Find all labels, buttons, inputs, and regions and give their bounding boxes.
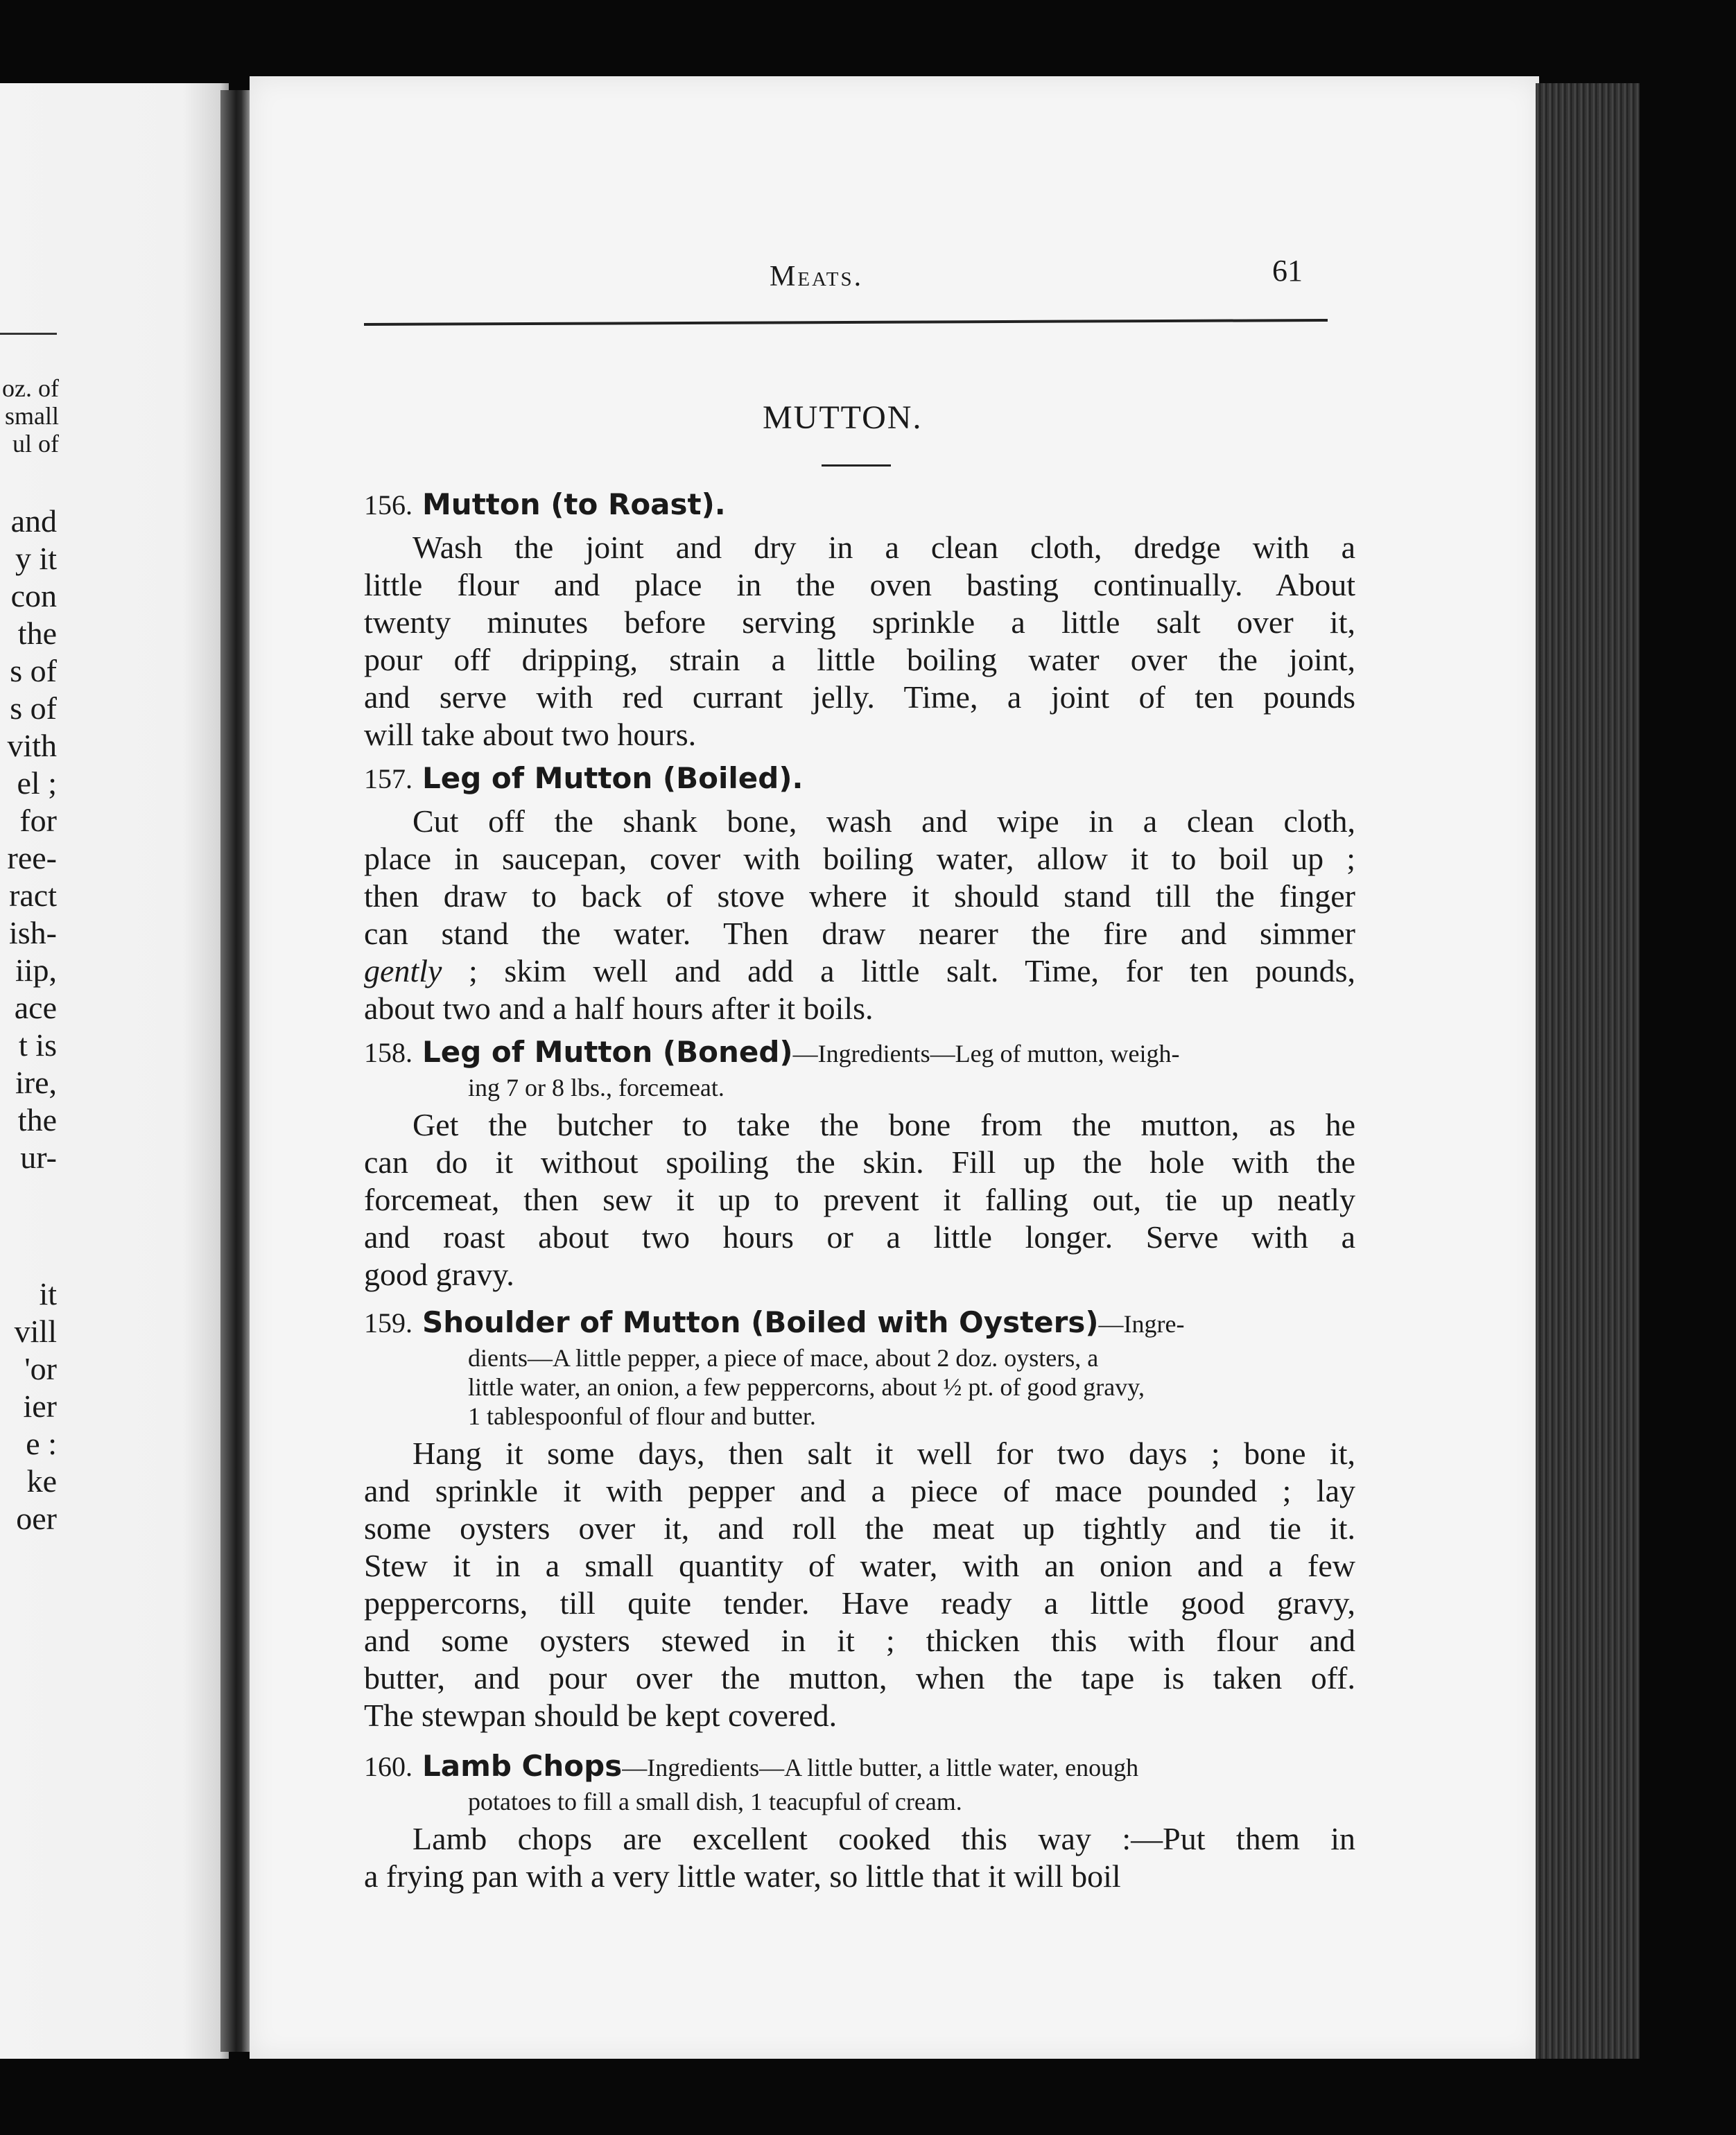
body-line: and some oysters stewed in it ; thicken this with flour and [364, 1623, 1355, 1658]
fragment-line: ish- [9, 915, 57, 950]
recipe-157 [364, 759, 1355, 1027]
recipe-heading [364, 485, 1355, 525]
page-number: 61 [1272, 254, 1303, 288]
ingredients-inline: —Ingredients—A little butter, a little water, enough [622, 1754, 1139, 1781]
recipe-heading [364, 1303, 1355, 1343]
fragment-line: oer [16, 1501, 57, 1536]
recipe-body [364, 1106, 1355, 1293]
fragment-line: ract [9, 878, 57, 913]
fragment-line: s of [10, 690, 57, 726]
body-line: can do it without spoiling the skin. Fill up the hole with the [364, 1144, 1355, 1180]
fragment-line: 'or [24, 1351, 57, 1386]
ingredients-continued: dients—A little pepper, a piece of mace, about 2 doz. oysters, a [468, 1344, 1099, 1372]
ingredients-continued: potatoes to fill a small dish, 1 teacupful of cream. [468, 1788, 962, 1815]
recipe-body [364, 803, 1355, 1027]
fragment-line: small [5, 402, 59, 430]
body-line: Cut off the shank bone, wash and wipe in a clean cloth, [413, 803, 1355, 839]
recipe-158 [364, 1033, 1355, 1293]
fragment-line: ul of [12, 430, 59, 458]
body-line: peppercorns, till quite tender. Have ready a little good gravy, [364, 1585, 1355, 1621]
body-line: and sprinkle it with pepper and a piece of mace pounded ; lay [364, 1473, 1355, 1508]
body-line: Get the butcher to take the bone from the mutton, as he [413, 1107, 1355, 1142]
running-head: Meats. [770, 261, 864, 293]
body-line: place in saucepan, cover with boiling water, allow it to boil up ; [364, 841, 1355, 876]
body-line: about two and a half hours after it boils. [364, 991, 874, 1026]
body-line: can stand the water. Then draw nearer the fire and simmer [364, 916, 1355, 951]
ingredients-continued: 1 tablespoonful of flour and butter. [468, 1402, 816, 1430]
fragment-line: ire, [15, 1065, 57, 1100]
recipe-159 [364, 1303, 1355, 1734]
body-line: Stew it in a small quantity of water, with an onion and a few [364, 1548, 1355, 1583]
body-line: and roast about two hours or a little longer. Serve with a [364, 1219, 1355, 1255]
recipe-body [364, 1820, 1355, 1895]
body-line: little flour and place in the oven basting continually. About [364, 567, 1355, 602]
fragment-line: t is [19, 1027, 57, 1063]
recipe-name: Leg of Mutton (Boiled). [422, 761, 804, 795]
section-title: MUTTON. [763, 399, 923, 436]
recipe-number: 156. [364, 489, 413, 521]
italic-word: gently [364, 953, 442, 988]
recipe-heading [364, 759, 1355, 799]
recipe-number: 160. [364, 1751, 413, 1782]
recipe-number: 157. [364, 763, 413, 794]
body-line: forcemeat, then sew it up to prevent it falling out, tie up neatly [364, 1182, 1355, 1217]
fragment-line: ier [23, 1388, 57, 1424]
fragment-line: ke [26, 1463, 57, 1499]
body-line: good gravy. [364, 1257, 514, 1292]
body-line: butter, and pour over the mutton, when the tape is taken off. [364, 1660, 1355, 1696]
left-facing-page [0, 83, 229, 2059]
ingredients-inline: —Ingre- [1098, 1310, 1185, 1338]
recipe-heading [364, 1033, 1355, 1073]
body-line: Hang it some days, then salt it well for two days ; bone it, [413, 1436, 1355, 1471]
ingredients-inline: —Ingredients—Leg of mutton, weigh- [792, 1040, 1180, 1068]
recipe-body [364, 1435, 1355, 1734]
fragment-line: for [19, 803, 57, 838]
body-line: then draw to back of stove where it should stand till the finger [364, 878, 1355, 914]
fragment-line: e : [26, 1426, 57, 1461]
fragment-line: oz. of [2, 374, 59, 402]
recipe-heading [364, 1747, 1355, 1787]
fragment-line: s of [10, 653, 57, 688]
fragment-line: ace [14, 990, 57, 1025]
recipe-number: 159. [364, 1307, 413, 1339]
body-line: Wash the joint and dry in a clean cloth, dredge with a [413, 530, 1355, 565]
ingredients-continued: ing 7 or 8 lbs., forcemeat. [468, 1074, 724, 1101]
fragment-line: vith [7, 728, 57, 763]
recipe-name: Mutton (to Roast). [422, 487, 726, 521]
fragment-line: and [10, 503, 57, 539]
left-page-fragments-b [15, 1275, 57, 1537]
body-line: some oysters over it, and roll the meat up tightly and tie it. [364, 1510, 1355, 1546]
body-line: The stewpan should be kept covered. [364, 1698, 837, 1733]
fragment-line: vill [14, 1314, 57, 1349]
recipe-name: Leg of Mutton (Boned) [422, 1035, 793, 1069]
fragment-line: con [10, 578, 57, 613]
body-line: and serve with red currant jelly. Time, a joint of ten pounds [364, 679, 1355, 715]
body-line: will take about two hours. [364, 717, 697, 752]
fragment-line: ur- [20, 1140, 57, 1175]
ingredients-continued: little water, an onion, a few peppercorns, about ½ pt. of good gravy, [468, 1373, 1145, 1401]
recipe-name: Shoulder of Mutton (Boiled with Oysters) [422, 1305, 1099, 1339]
body-line: gently ; skim well and add a little salt. Time, for ten pounds, [364, 953, 1355, 988]
fragment-line: the [17, 616, 57, 651]
body-line: a frying pan with a very little water, so little that it will boil [364, 1858, 1121, 1894]
recipe-body [364, 529, 1355, 753]
fragment-line: iip, [15, 952, 57, 988]
fragment-line: el ; [17, 765, 57, 801]
title-rule [822, 464, 891, 467]
page-block-edges [1536, 83, 1640, 2059]
left-page-rule [0, 333, 57, 335]
fragment-line: ree- [7, 840, 57, 875]
fragment-line: the [17, 1102, 57, 1138]
left-page-fragments-a [7, 503, 57, 1176]
body-line: Lamb chops are excellent cooked this way :—Put them in [413, 1821, 1355, 1856]
recipe-name: Lamb Chops [422, 1749, 623, 1783]
fragment-line: it [39, 1276, 57, 1312]
recipe-160 [364, 1747, 1355, 1895]
left-page-fragments-top [2, 374, 59, 458]
body-line: pour off dripping, strain a little boiling water over the joint, [364, 642, 1355, 677]
fragment-line: y it [15, 541, 57, 576]
recipe-number: 158. [364, 1037, 413, 1068]
recipe-156 [364, 485, 1355, 753]
body-line: twenty minutes before serving sprinkle a little salt over it, [364, 604, 1355, 640]
